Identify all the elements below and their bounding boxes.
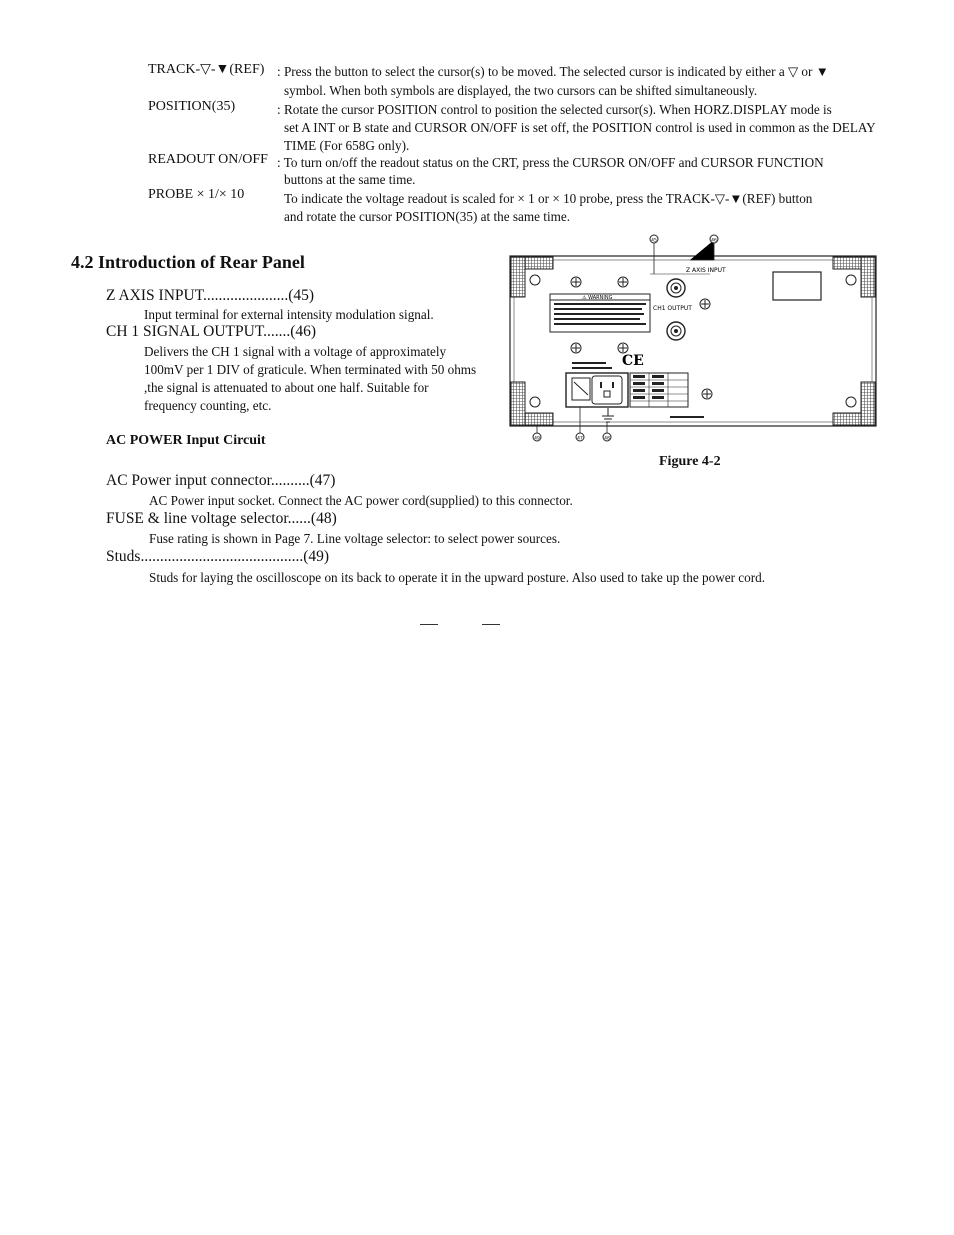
desc-track-line1: : Press the button to select the cursor(s) to be moved. The selected cursor is indicated by either a ▽ or ▼ xyxy=(277,64,829,79)
desc-probe-line1: To indicate the voltage readout is scaled for × 1 or × 10 probe, press the TRACK-▽-▼(REF) button xyxy=(284,191,813,206)
page-number-dash-left xyxy=(420,624,438,625)
fuse-desc: Fuse rating is shown in Page 7. Line voltage selector: to select power sources. xyxy=(149,531,561,546)
rear-panel-figure xyxy=(500,232,885,444)
section-title: 4.2 Introduction of Rear Panel xyxy=(71,252,305,272)
figure-caption: Figure 4-2 xyxy=(659,454,721,469)
desc-position-line1: : Rotate the cursor POSITION control to position the selected cursor(s). When HORZ.DISPLAY mode is xyxy=(277,102,832,117)
z-axis-label: Z AXIS INPUT......................(45) xyxy=(106,287,315,304)
label-window xyxy=(773,272,821,300)
term-position: POSITION(35) xyxy=(148,99,236,114)
desc-readout-rest: buttons at the same time. xyxy=(284,172,416,187)
ac-power-socket xyxy=(566,373,628,407)
callout-47: 47 xyxy=(577,436,583,442)
svg-text:Z AXIS INPUT: Z AXIS INPUT xyxy=(686,267,726,274)
studs-label: Studs..........................................(49) xyxy=(106,548,330,565)
desc-position-rest: set A INT or B state and CURSOR ON/OFF is set off, the POSITION control is used in common as the DELAY TIME (For 658G only). xyxy=(284,120,876,153)
warning-label xyxy=(550,294,650,332)
ac-power-heading: AC POWER Input Circuit xyxy=(106,433,266,448)
svg-text:CH1 OUTPUT: CH1 OUTPUT xyxy=(653,305,692,312)
z-axis-desc: Input terminal for external intensity modulation signal. xyxy=(144,307,434,322)
term-probe: PROBE × 1/× 10 xyxy=(148,187,245,202)
desc-readout-line1: : To turn on/off the readout status on the CRT, press the CURSOR ON/OFF and CURSOR FUNCTION xyxy=(277,155,824,170)
term-track: TRACK-▽-▼(REF) xyxy=(148,62,265,77)
svg-text:⚠ WARNING: ⚠ WARNING xyxy=(582,295,613,301)
page-number-dash-right xyxy=(482,624,500,625)
term-readout: READOUT ON/OFF xyxy=(148,152,268,167)
fuse-voltage-table xyxy=(630,373,688,407)
ch1-output-label: CH 1 SIGNAL OUTPUT.......(46) xyxy=(106,323,317,340)
desc-track-rest: symbol. When both symbols are displayed, the two cursors can be shifted simultaneously. xyxy=(284,83,758,98)
callout-46: 46 xyxy=(711,238,717,244)
ce-mark: CE xyxy=(622,353,644,369)
desc-probe-rest: and rotate the cursor POSITION(35) at the same time. xyxy=(284,209,571,224)
fuse-label: FUSE & line voltage selector......(48) xyxy=(106,510,337,527)
ac-connector-label: AC Power input connector..........(47) xyxy=(106,472,336,489)
callout-48: 48 xyxy=(604,436,610,442)
studs-desc: Studs for laying the oscilloscope on its back to operate it in the upward posture. Also used to take up the power cord. xyxy=(149,570,766,585)
ac-connector-desc: AC Power input socket. Connect the AC power cord(supplied) to this connector. xyxy=(149,493,573,508)
callout-49: 49 xyxy=(534,436,540,442)
ch1-output-desc: Delivers the CH 1 signal with a voltage of approximately 100mV per 1 DIV of graticule. When terminated with 50 ohms ,the signal is attenuated to about one half. Suitable for frequency counting, etc. xyxy=(144,344,477,413)
callout-45: 45 xyxy=(651,238,657,244)
